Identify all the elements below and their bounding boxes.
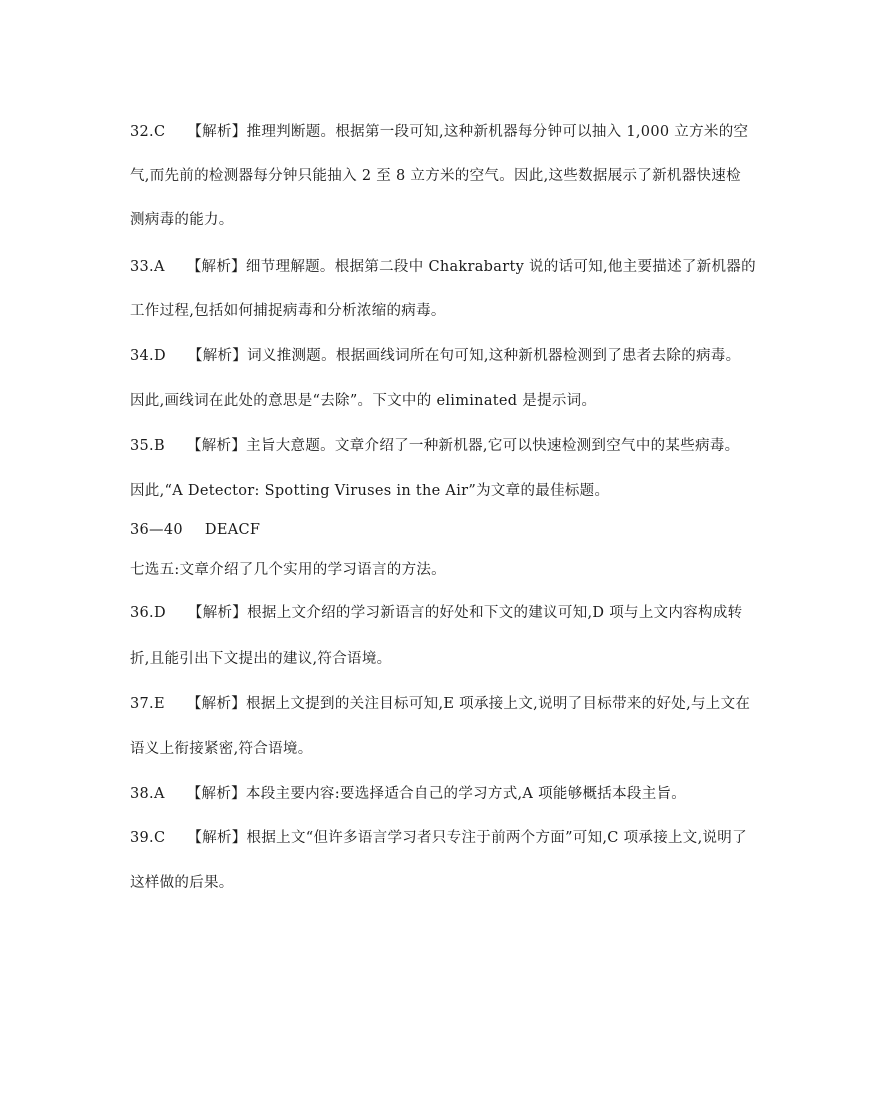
- answer-39-number: 39.C: [130, 830, 166, 846]
- answer-32-text: 气,而先前的检测器每分钟只能抽入 2 至 8 立方米的空气。因此,这些数据展示了新机器快速检: [130, 168, 741, 184]
- answer-39-line-2: [130, 873, 742, 893]
- answer-37-number: 37.E: [130, 696, 165, 712]
- answer-34-number: 34.D: [130, 348, 166, 364]
- answer-34-text: 因此,画线词在此处的意思是“去除”。下文中的 eliminated 是提示词。: [130, 393, 597, 409]
- answer-37-text: 【解析】根据上文提到的关注目标可知,E 项承接上文,说明了目标带来的好处,与上文在: [186, 696, 751, 712]
- answer-39-text: 【解析】根据上文“但许多语言学习者只专注于前两个方面”可知,C 项承接上文,说明了: [187, 830, 747, 846]
- answer-32-text: 【解析】推理判断题。根据第一段可知,这种新机器每分钟可以抽入 1,000 立方米的空: [187, 124, 749, 140]
- answer-33-line-1: [130, 257, 756, 277]
- answer-37-line-1: [130, 694, 751, 714]
- answer-32-number: 32.C: [130, 124, 166, 140]
- answer-35-line-2: [130, 481, 742, 501]
- answer-38-line-1: [130, 784, 742, 804]
- answer-35-text: 因此,“A Detector: Spotting Viruses in the Air”为文章的最佳标题。: [130, 483, 610, 499]
- answers-36-40-text: DEACF: [204, 522, 261, 538]
- answer-38-number: 38.A: [130, 786, 165, 802]
- answer-32-line-3: [130, 210, 742, 230]
- answer-34-text: 【解析】词义推测题。根据画线词所在句可知,这种新机器检测到了患者去除的病毒。: [187, 348, 741, 364]
- answer-34-line-2: [130, 391, 742, 411]
- answer-36-number: 36.D: [130, 605, 166, 621]
- answers-36-40-number: 36—40: [130, 522, 183, 538]
- answer-34-line-1: [130, 346, 742, 366]
- answer-35-line-1: [130, 436, 742, 456]
- answer-32-line-1: [130, 122, 749, 142]
- section-intro-text: 七选五:文章介绍了几个实用的学习语言的方法。: [130, 562, 446, 578]
- answer-33-text: 【解析】细节理解题。根据第二段中 Chakrabarty 说的话可知,他主要描述了新机器的: [186, 259, 756, 275]
- answer-33-number: 33.A: [130, 259, 165, 275]
- answer-36-text: 【解析】根据上文介绍的学习新语言的好处和下文的建议可知,D 项与上文内容构成转: [187, 605, 743, 621]
- answer-36-line-1: [130, 603, 742, 623]
- answer-39-text: 这样做的后果。: [130, 875, 234, 891]
- answer-37-line-2: [130, 739, 742, 759]
- answer-32-line-2: [130, 166, 742, 186]
- answer-36-text: 折,且能引出下文提出的建议,符合语境。: [130, 651, 392, 667]
- section-intro-line: [130, 560, 742, 580]
- answer-36-line-2: [130, 649, 742, 669]
- answer-37-text: 语义上衔接紧密,符合语境。: [130, 741, 313, 757]
- answer-33-text: 工作过程,包括如何捕捉病毒和分析浓缩的病毒。: [130, 303, 446, 319]
- answer-35-number: 35.B: [130, 438, 165, 454]
- answer-38-text: 【解析】本段主要内容:要选择适合自己的学习方式,A 项能够概括本段主旨。: [186, 786, 687, 802]
- answer-33-line-2: [130, 301, 742, 321]
- answer-35-text: 【解析】主旨大意题。文章介绍了一种新机器,它可以快速检测到空气中的某些病毒。: [186, 438, 740, 454]
- answers-36-40-line: [130, 520, 742, 540]
- answer-32-text: 测病毒的能力。: [130, 212, 234, 228]
- answer-39-line-1: [130, 828, 747, 848]
